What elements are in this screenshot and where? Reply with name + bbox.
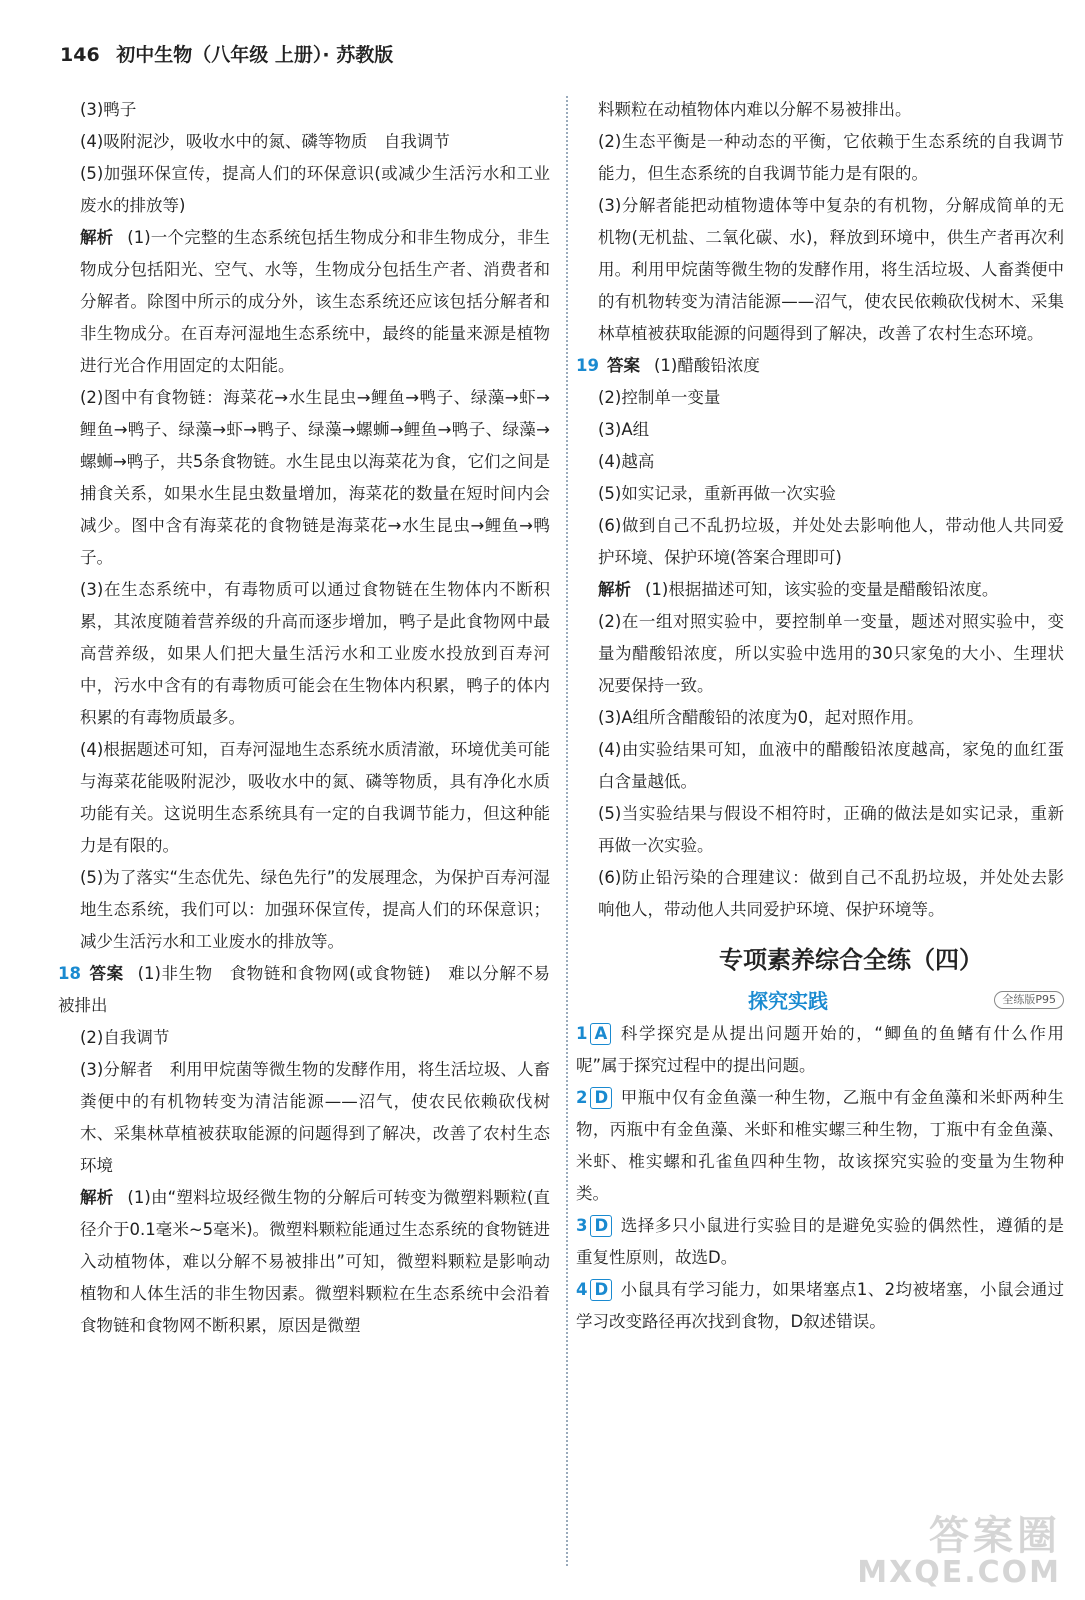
q18-answer-2: (2)自我调节 [80, 1028, 170, 1047]
analysis-label: 解析 [598, 580, 631, 599]
subsection-title: 探究实践 [748, 989, 828, 1013]
item-answer-tag: 3 D [576, 1210, 612, 1242]
q19-answer-4: (4)越高 [598, 452, 655, 471]
q17-answer-4: (4)吸附泥沙，吸收水中的氮、磷等物质 自我调节 [80, 132, 450, 151]
question-number: 18 [58, 964, 81, 983]
item-2: 2 D 甲瓶中仅有金鱼藻一种生物，乙瓶中有金鱼藻和米虾两种生物，丙瓶中有金鱼藻、米虾和椎实螺三种生物，丁瓶中有金鱼藻、米虾、椎实螺和孔雀鱼四种生物，故该探究实验的变量为生物种类。 [576, 1082, 1064, 1210]
right-column [576, 94, 1064, 1338]
page-number: 146 [60, 44, 100, 66]
q19-analysis-1: 解析 (1)根据描述可知，该实验的变量是醋酸铅浓度。 [598, 580, 999, 599]
q17-analysis-4: (4)根据题述可知，百寿河湿地生态系统水质清澈，环境优美可能与海菜花能吸附泥沙，吸收水中的氮、磷等物质，具有净化水质功能有关。这说明生态系统具有一定的自我调节能力，但这种能力是有限的。 [80, 740, 550, 855]
analysis-label: 解析 [80, 228, 114, 247]
q18-analysis-2: (2)生态平衡是一种动态的平衡，它依赖于生态系统的自我调节能力，但生态系统的自我调节能力是有限的。 [598, 132, 1064, 183]
answer-label: 答案 [88, 964, 124, 983]
watermark-logo: 答案圈 [929, 1513, 1061, 1559]
item-answer-tag: 4 D [576, 1274, 612, 1306]
q18-analysis-1-cont: 料颗粒在动植物体内难以分解不易被排出。 [598, 100, 912, 119]
item-1: 1 A 科学探究是从提出问题开始的，“鲫鱼的鱼鳍有什么作用呢”属于探究过程中的提出问题。 [576, 1018, 1064, 1082]
q18-analysis-1: 解析 (1)由“塑料垃圾经微生物的分解后可转变为微塑料颗粒(直径介于0.1毫米~5毫米)。微塑料颗粒能通过生态系统的食物链进入动植物体，难以分解不易被排出”可知，微塑料颗粒是影响动植物和人体生活的非生物因素。微塑料颗粒在生态系统中会沿着食物链和食物网不断积累，原因是微塑 [80, 1188, 551, 1335]
q17-answer-5: (5)加强环保宣传，提高人们的环保意识(或减少生活污水和工业废水的排放等) [80, 164, 550, 215]
section-title: 专项素养综合全练（四） [719, 946, 983, 974]
column-divider [566, 96, 568, 1566]
q17-analysis-3: (3)在生态系统中，有毒物质可以通过食物链在生物体内不断积累，其浓度随着营养级的升高而逐步增加，鸭子是此食物网中最高营养级，如果人们把大量生活污水和工业废水投放到百寿河中，污水中含有的有毒物质可能会在生物体内积累，鸭子的体内积累的有毒物质最多。 [80, 580, 550, 727]
watermark [831, 1504, 1071, 1594]
analysis-label: 解析 [80, 1188, 114, 1207]
page-header [60, 40, 393, 67]
watermark-site: MXQE.COM [857, 1555, 1061, 1590]
answer-label: 答案 [606, 356, 640, 375]
q18-analysis-3: (3)分解者能把动植物遗体等中复杂的有机物，分解成简单的无机物(无机盐、二氧化碳、水)，释放到环境中，供生产者再次利用。利用甲烷菌等微生物的发酵作用，将生活垃圾、人畜粪便中的有机物转变为清洁能源——沼气，使农民依赖砍伐树木、采集林草植被获取能源的问题得到了解决，改善了农村生态环境。 [598, 196, 1064, 343]
item-4: 4 D 小鼠具有学习能力，如果堵塞点1、2均被堵塞，小鼠会通过学习改变路径再次找到食物，D叙述错误。 [576, 1274, 1064, 1338]
q19-analysis-4: (4)由实验结果可知，血液中的醋酸铅浓度越高，家兔的血红蛋白含量越低。 [598, 740, 1064, 791]
q17-answer-3: (3)鸭子 [80, 100, 137, 119]
q17-analysis-5: (5)为了落实“生态优先、绿色先行”的发展理念，为保护百寿河湿地生态系统，我们可以：加强环保宣传，提高人们的环保意识；减少生活污水和工业废水的排放等。 [80, 868, 550, 951]
item-answer-tag: 1 A [576, 1018, 611, 1050]
q18-answer-3: (3)分解者 利用甲烷菌等微生物的发酵作用，将生活垃圾、人畜粪便中的有机物转变为清洁能源——沼气，使农民依赖砍伐树木、采集林草植被获取能源的问题得到了解决，改善了农村生态环境 [80, 1060, 550, 1175]
book-title: 初中生物（八年级 上册）· 苏教版 [116, 44, 394, 66]
item-3: 3 D 选择多只小鼠进行实验目的是避免实验的偶然性，遵循的是重复性原则，故选D。 [576, 1210, 1064, 1274]
q17-analysis-2: (2)图中有食物链：海菜花→水生昆虫→鲤鱼→鸭子、绿藻→虾→鲤鱼→鸭子、绿藻→虾→鸭子、绿藻→螺蛳→鲤鱼→鸭子、绿藻→螺蛳→鸭子，共5条食物链。水生昆虫以海菜花为食，它们之间是捕食关系，如果水生昆虫数量增加，海菜花的数量在短时间内会减少。图中含有海菜花的食物链是海菜花→水生昆虫→鲤鱼→鸭子。 [80, 388, 550, 567]
q19-answer-6: (6)做到自己不乱扔垃圾，并处处去影响他人，带动他人共同爱护环境、保护环境(答案合理即可) [598, 516, 1064, 567]
q19-answer-2: (2)控制单一变量 [598, 388, 721, 407]
subsection-row [598, 984, 1064, 1018]
q19-analysis-6: (6)防止铅污染的合理建议：做到自己不乱扔垃圾，并处处去影响他人，带动他人共同爱护环境、保护环境等。 [598, 868, 1064, 919]
question-number: 19 [576, 356, 599, 375]
q18-answer-1: 18 答案 (1)非生物 食物链和食物网(或食物链) 难以分解不易被排出 [58, 964, 551, 1015]
item-answer-tag: 2 D [576, 1082, 612, 1114]
q19-answer-1: 19 答案 (1)醋酸铅浓度 [576, 356, 760, 375]
q19-answer-5: (5)如实记录，重新再做一次实验 [598, 484, 836, 503]
left-column [58, 94, 551, 1342]
q19-analysis-5: (5)当实验结果与假设不相符时，正确的做法是如实记录，重新再做一次实验。 [598, 804, 1064, 855]
page-ref-badge: 全练版P95 [994, 991, 1064, 1009]
q19-analysis-3: (3)A组所含醋酸铅的浓度为0，起对照作用。 [598, 708, 924, 727]
q17-analysis-1: 解析 (1)一个完整的生态系统包括生物成分和非生物成分，非生物成分包括阳光、空气、水等，生物成分包括生产者、消费者和分解者。除图中所示的成分外，该生态系统还应该包括分解者和非生物成分。在百寿河湿地生态系统中，最终的能量来源是植物进行光合作用固定的太阳能。 [80, 228, 550, 375]
q19-answer-3: (3)A组 [598, 420, 650, 439]
q19-analysis-2: (2)在一组对照实验中，要控制单一变量，题述对照实验中，变量为醋酸铅浓度，所以实验中选用的30只家兔的大小、生理状况要保持一致。 [598, 612, 1064, 695]
